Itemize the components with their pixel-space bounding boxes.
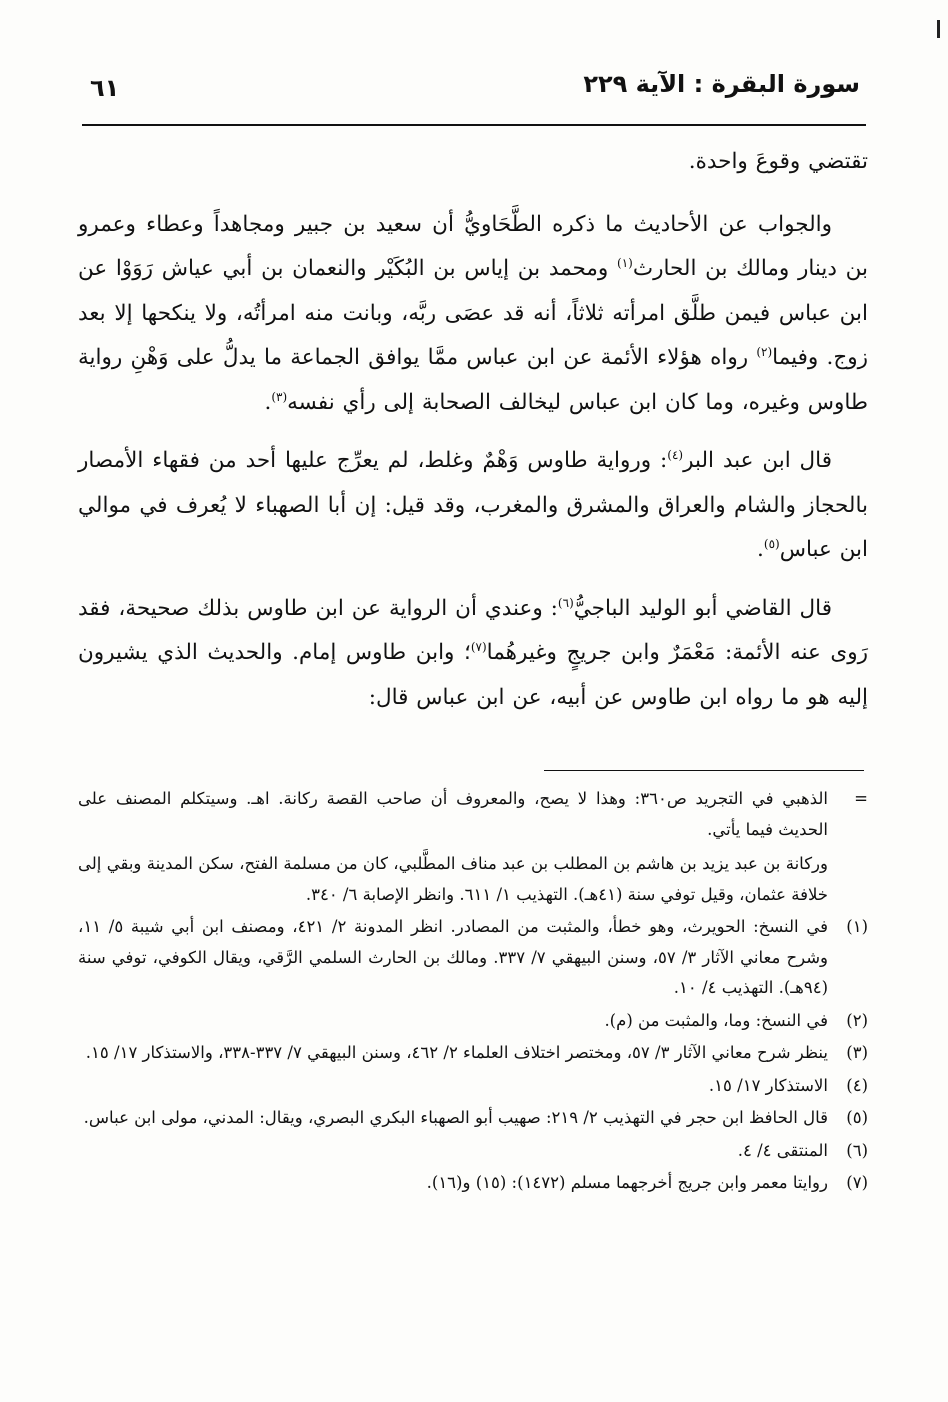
footnote-text: الاستذكار ١٧/ ١٥. [708,1075,828,1095]
footnote-text: ينظر شرح معاني الآثار ٣/ ٥٧، ومختصر اختلاف العلماء ٢/ ٤٦٢، وسنن البيهقي ٧/ ٣٣٧-٣٣٨، والاستذكار ١٧/ ١٥. [85,1043,828,1062]
footnote-text: روايتا معمر وابن جريج أخرجهما مسلم (١٤٧٢): (١٥) و(١٦). [426,1173,828,1192]
footnote-ref-3[interactable]: (٣) [271,389,288,404]
page-number: ٦١ [90,74,120,102]
footnote-text: في النسخ: وما، والمثبت من (م). [604,1010,828,1030]
footnote-mark: (٣) [846,1043,868,1062]
footnote-7 [78,1168,868,1199]
header-title: سورة البقرة : الآية ٢٢٩ [583,70,860,98]
main-text [78,140,868,734]
running-header [80,66,860,114]
footnote-continued-2: وركانة بن عبد يزيد بن هاشم بن المطلب بن عبد مناف المطَّلبي، كان من مسلمة الفتح، سكن المدينة وبقي إلى خلافة عثمان، وقيل توفي سنة (٤١هـ). التهذيب ١/ ٦١١. وانظر الإصابة ٦/ ٣٤٠. [78,854,828,904]
footnote-6 [78,1136,868,1167]
footnotes [78,784,868,1201]
footnote-mark: (٢) [846,1010,868,1030]
footnote-mark: (١) [846,917,868,936]
footnote-ref-6[interactable]: (٦) [557,595,574,610]
paragraph-continuation: تقتضي وقوعَ واحدة. [688,149,868,174]
footnote-text: قال الحافظ ابن حجر في التهذيب ٢/ ٢١٩: صهيب أبو الصهباء البكري البصري، ويقال: المدني، مولى ابن عباس. [83,1108,828,1127]
footnote-3 [78,1038,868,1069]
footnote-text: المنتقى ٤/ ٤. [737,1140,828,1160]
continuation-mark: = [854,789,868,808]
footnote-text: في النسخ: الحويرث، وهو خطأ، والمثبت من المصادر. انظر المدونة ٢/ ٤٢١، ومصنف ابن أبي شيبة ٥/ ١١، وشرح معاني الآثار ٣/ ٥٧، وسنن البيهقي ٧/ ٣٣٧. ومالك بن الحارث السلمي الرَّقي، ويقال الكوفي، توفي سنة (٩٤هـ). التهذيب ٤/ ١٠. [78,917,828,997]
footnote-1 [78,912,868,1004]
footnote-separator [544,770,864,771]
footnote-4 [78,1071,868,1102]
footnote-ref-4[interactable]: (٤) [667,447,684,462]
footnote-2 [78,1006,868,1037]
footnote-ref-1[interactable]: (١) [617,255,633,270]
footnote-mark: (٥) [846,1108,868,1127]
footnote-ref-2[interactable]: (٢) [756,344,773,359]
footnote-continued: = الذهبي في التجريد ص٣٦٠: وهذا لا يصح، والمعروف أن صاحب القصة ركانة. اهـ. وسيتكلم المصنف على الحديث فيما يأتي. [78,784,868,845]
footnote-ref-5[interactable]: (٥) [763,536,780,551]
footnote-mark: (٦) [846,1140,868,1160]
footnote-mark: (٧) [846,1173,868,1192]
paragraph-al-baji: قال القاضي أبو الوليد الباجيُّ$^{(٦)}$: وعندي أن الرواية عن ابن طاوس بذلك صحيحة، فقد رَوى عنه الأئمة: مَعْمَرٌ وابن جريجٍ وغيرهُما$^{(٧)}$؛ وابن طاوس إمام. والحديث الذي يشيرون إليه هو ما رواه ابن طاوس عن أبيه، عن ابن عباس قال: [78,595,868,710]
header-rule [82,124,866,126]
footnote-5 [78,1103,868,1134]
footnote-mark: (٤) [846,1075,868,1095]
footnote-ref-7[interactable]: (٧) [470,639,487,654]
page-edge-mark [937,20,940,38]
paragraph-answer: والجواب عن الأحاديث ما ذكره الطَّحَاويُّ أن سعيد بن جبير ومجاهداً وعطاء وعمرو بن دينار ومالك بن الحارث$^{(١)}$ ومحمد بن إياس بن البُكَيْر والنعمان بن أبي عياش رَوَوْا عن ابن عباس فيمن طلَّق امرأته ثلاثاً، أنه قد عصَى ربَّه، وبانت منه امرأتُه، ولا ينكحها إلا بعد زوج. وفيما$^{(٢)}$ رواه هؤلاء الأئمة عن ابن عباس ممَّا يوافق الجماعة ما يدلُّ على وَهْنِ رواية طاوس وغيره، وما كان ابن عباس ليخالف الصحابة إلى رأي نفسه$^{(٣)}$. [78,211,868,415]
paragraph-ibn-abd-al-barr: قال ابن عبد البر$^{(٤)}$: ورواية طاوس وَهْمٌ وغلط، لم يعرِّج عليها أحد من فقهاء الأمصار بالحجاز والشام والعراق والمشرق والمغرب، وقد قيل: إن أبا الصهباء لا يُعرف في موالي ابن عباس$^{(٥)}$. [78,447,868,562]
